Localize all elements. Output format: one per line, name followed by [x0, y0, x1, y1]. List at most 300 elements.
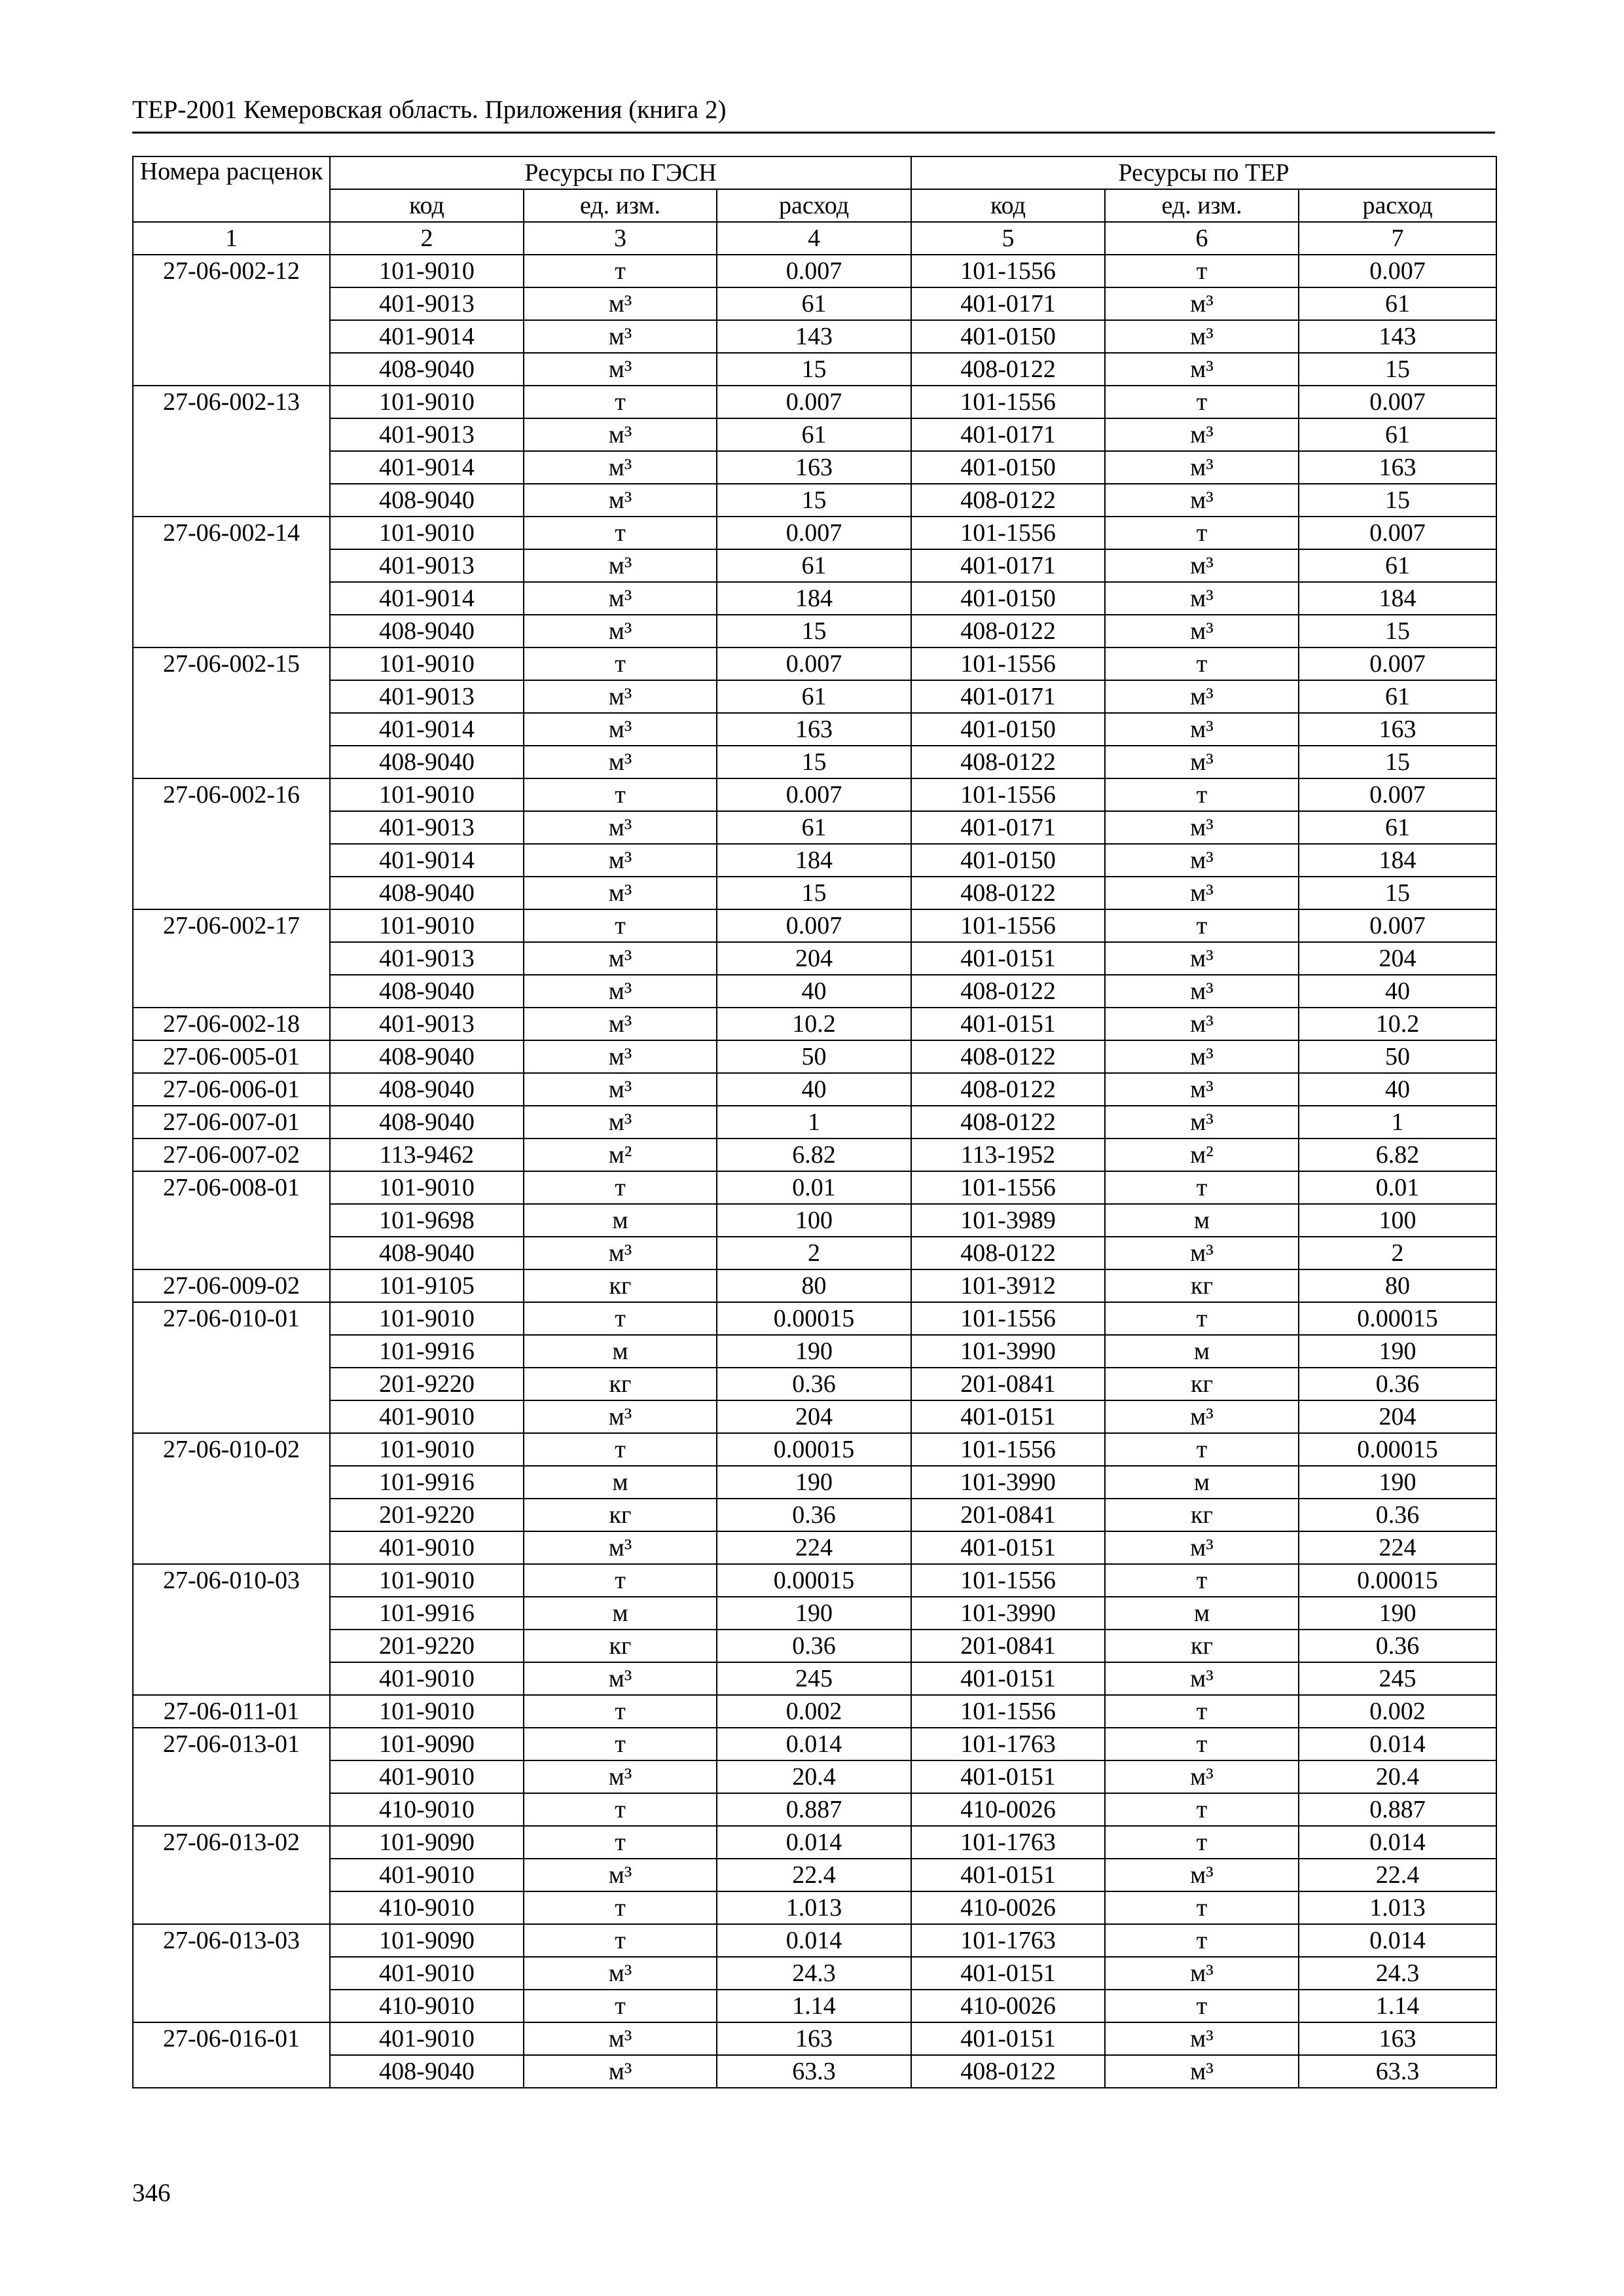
table-row — [133, 909, 1496, 942]
ter-code-cell: 113-1952 — [911, 1139, 1105, 1171]
ter-unit-cell: м³ — [1105, 942, 1299, 975]
gesn-consumption-cell: 63.3 — [717, 2055, 911, 2088]
gesn-unit-cell: т — [524, 1433, 717, 1466]
table-row — [133, 320, 1496, 353]
gesn-consumption-cell: 15 — [717, 615, 911, 647]
ter-consumption-cell: 24.3 — [1299, 1957, 1496, 1990]
ter-unit-cell: м³ — [1105, 1859, 1299, 1891]
norm-number-cell — [133, 1662, 330, 1695]
ter-consumption-cell: 61 — [1299, 680, 1496, 713]
ter-consumption-cell: 190 — [1299, 1466, 1496, 1499]
gesn-consumption-cell: 15 — [717, 353, 911, 386]
ter-unit-cell: т — [1105, 647, 1299, 680]
ter-unit-cell: т — [1105, 1433, 1299, 1466]
ter-consumption-cell: 143 — [1299, 320, 1496, 353]
gesn-unit-cell: м³ — [524, 2022, 717, 2055]
norm-number-cell — [133, 418, 330, 451]
gesn-code-cell: 101-9010 — [330, 1564, 524, 1597]
ter-code-cell: 401-0171 — [911, 549, 1105, 582]
table-row — [133, 2022, 1496, 2055]
gesn-consumption-cell: 0.36 — [717, 1368, 911, 1400]
gesn-code-cell: 201-9220 — [330, 1499, 524, 1531]
norm-number-cell: 27-06-010-01 — [133, 1302, 330, 1335]
gesn-code-cell: 101-9090 — [330, 1826, 524, 1859]
gesn-consumption-cell: 24.3 — [717, 1957, 911, 1990]
ter-unit-cell: м³ — [1105, 680, 1299, 713]
norm-number-cell — [133, 451, 330, 484]
ter-unit-cell: м³ — [1105, 1400, 1299, 1433]
gesn-unit-header: ед. изм. — [524, 189, 717, 222]
gesn-unit-cell: т — [524, 517, 717, 549]
resources-table — [132, 156, 1497, 2088]
norm-number-cell — [133, 1499, 330, 1531]
ter-consumption-cell: 15 — [1299, 353, 1496, 386]
norm-number-cell: 27-06-002-12 — [133, 255, 330, 287]
ter-unit-cell: м³ — [1105, 1008, 1299, 1040]
ter-code-cell: 401-0151 — [911, 1957, 1105, 1990]
ter-consumption-cell: 204 — [1299, 942, 1496, 975]
ter-consumption-cell: 0.36 — [1299, 1630, 1496, 1662]
gesn-code-cell: 101-9010 — [330, 1302, 524, 1335]
gesn-code-cell: 401-9010 — [330, 1662, 524, 1695]
ter-consumption-cell: 0.007 — [1299, 647, 1496, 680]
norm-number-cell — [133, 1990, 330, 2022]
ter-unit-cell: т — [1105, 517, 1299, 549]
ter-unit-cell: т — [1105, 778, 1299, 811]
gesn-code-cell: 101-9010 — [330, 517, 524, 549]
ter-consumption-cell: 10.2 — [1299, 1008, 1496, 1040]
gesn-consumption-cell: 40 — [717, 975, 911, 1008]
gesn-unit-cell: м³ — [524, 1957, 717, 1990]
gesn-consumption-cell: 10.2 — [717, 1008, 911, 1040]
ter-consumption-cell: 0.007 — [1299, 386, 1496, 418]
table-row — [133, 582, 1496, 615]
gesn-unit-cell: м³ — [524, 451, 717, 484]
ter-consumption-cell: 0.007 — [1299, 255, 1496, 287]
ter-consumption-cell: 2 — [1299, 1237, 1496, 1269]
gesn-code-cell: 101-9010 — [330, 778, 524, 811]
ter-unit-cell: т — [1105, 386, 1299, 418]
gesn-consumption-cell: 190 — [717, 1335, 911, 1368]
gesn-code-cell: 101-9916 — [330, 1466, 524, 1499]
col-number: 7 — [1299, 222, 1496, 255]
gesn-code-cell: 410-9010 — [330, 1891, 524, 1924]
gesn-consumption-cell: 1.013 — [717, 1891, 911, 1924]
gesn-unit-cell: м³ — [524, 811, 717, 844]
gesn-unit-cell: т — [524, 1302, 717, 1335]
ter-code-cell: 101-1556 — [911, 647, 1105, 680]
col-norm-numbers-header — [133, 156, 330, 222]
ter-code-cell: 201-0841 — [911, 1630, 1105, 1662]
gesn-unit-cell: т — [524, 1990, 717, 2022]
table-row — [133, 1859, 1496, 1891]
norm-number-cell — [133, 1204, 330, 1237]
ter-code-cell: 408-0122 — [911, 1040, 1105, 1073]
norm-number-cell: 27-06-010-02 — [133, 1433, 330, 1466]
norm-number-cell: 27-06-005-01 — [133, 1040, 330, 1073]
ter-consumption-cell: 22.4 — [1299, 1859, 1496, 1891]
gesn-unit-cell: м³ — [524, 1400, 717, 1433]
norm-number-cell: 27-06-007-01 — [133, 1106, 330, 1139]
ter-consumption-cell: 0.007 — [1299, 909, 1496, 942]
gesn-unit-cell: м³ — [524, 615, 717, 647]
ter-code-cell: 101-1763 — [911, 1728, 1105, 1760]
ter-code-cell: 401-0151 — [911, 1859, 1105, 1891]
gesn-consumption-cell: 184 — [717, 582, 911, 615]
ter-unit-cell: т — [1105, 1891, 1299, 1924]
table-row — [133, 418, 1496, 451]
ter-code-cell: 408-0122 — [911, 353, 1105, 386]
ter-code-cell: 401-0151 — [911, 2022, 1105, 2055]
ter-consumption-cell: 63.3 — [1299, 2055, 1496, 2088]
ter-code-cell: 101-1556 — [911, 909, 1105, 942]
ter-unit-cell: м — [1105, 1466, 1299, 1499]
gesn-consumption-cell: 0.00015 — [717, 1564, 911, 1597]
ter-consumption-cell: 204 — [1299, 1400, 1496, 1433]
gesn-unit-cell: м³ — [524, 1859, 717, 1891]
table-row — [133, 1531, 1496, 1564]
gesn-code-cell: 408-9040 — [330, 1106, 524, 1139]
ter-unit-cell: м³ — [1105, 353, 1299, 386]
gesn-code-cell: 401-9014 — [330, 713, 524, 746]
table-row — [133, 1564, 1496, 1597]
table-row — [133, 1368, 1496, 1400]
gesn-consumption-cell: 0.00015 — [717, 1433, 911, 1466]
gesn-consumption-cell: 204 — [717, 942, 911, 975]
gesn-consumption-cell: 190 — [717, 1597, 911, 1630]
ter-consumption-cell: 163 — [1299, 2022, 1496, 2055]
table-row — [133, 2055, 1496, 2088]
gesn-unit-cell: т — [524, 1891, 717, 1924]
gesn-code-cell: 101-9090 — [330, 1728, 524, 1760]
gesn-code-cell: 401-9013 — [330, 1008, 524, 1040]
ter-unit-cell: м³ — [1105, 1106, 1299, 1139]
norm-number-cell — [133, 615, 330, 647]
ter-unit-cell: м — [1105, 1597, 1299, 1630]
norm-number-cell: 27-06-010-03 — [133, 1564, 330, 1597]
ter-unit-cell: т — [1105, 909, 1299, 942]
ter-code-cell: 408-0122 — [911, 615, 1105, 647]
gesn-unit-cell: м³ — [524, 2055, 717, 2088]
gesn-consumption-cell: 0.007 — [717, 386, 911, 418]
norm-number-cell — [133, 877, 330, 909]
table-row — [133, 1597, 1496, 1630]
gesn-code-cell: 401-9014 — [330, 582, 524, 615]
norm-number-cell: 27-06-013-03 — [133, 1924, 330, 1957]
table-row — [133, 287, 1496, 320]
gesn-unit-cell: м³ — [524, 320, 717, 353]
ter-consumption-cell: 40 — [1299, 1073, 1496, 1106]
gesn-consumption-cell: 6.82 — [717, 1139, 911, 1171]
ter-unit-cell: т — [1105, 1793, 1299, 1826]
ter-code-cell: 401-0150 — [911, 713, 1105, 746]
table-row — [133, 1760, 1496, 1793]
norm-number-cell — [133, 1630, 330, 1662]
norm-number-cell: 27-06-002-18 — [133, 1008, 330, 1040]
norm-number-cell: 27-06-011-01 — [133, 1695, 330, 1728]
ter-consumption-cell: 0.014 — [1299, 1826, 1496, 1859]
norm-number-cell — [133, 746, 330, 778]
gesn-unit-cell: т — [524, 909, 717, 942]
col-number: 4 — [717, 222, 911, 255]
gesn-code-cell: 408-9040 — [330, 2055, 524, 2088]
ter-code-cell: 401-0150 — [911, 320, 1105, 353]
table-row — [133, 1957, 1496, 1990]
ter-code-cell: 408-0122 — [911, 746, 1105, 778]
gesn-unit-cell: т — [524, 1171, 717, 1204]
gesn-code-header: код — [330, 189, 524, 222]
table-row — [133, 1204, 1496, 1237]
norm-number-cell: 27-06-002-14 — [133, 517, 330, 549]
ter-unit-cell: т — [1105, 1990, 1299, 2022]
table-row — [133, 1269, 1496, 1302]
gesn-group-header: Ресурсы по ГЭСН — [330, 156, 911, 189]
gesn-unit-cell: т — [524, 1826, 717, 1859]
table-row — [133, 1400, 1496, 1433]
gesn-unit-cell: кг — [524, 1269, 717, 1302]
table-row — [133, 255, 1496, 287]
ter-consumption-cell: 15 — [1299, 484, 1496, 517]
norm-number-cell — [133, 549, 330, 582]
gesn-code-cell: 401-9013 — [330, 418, 524, 451]
ter-code-cell: 408-0122 — [911, 877, 1105, 909]
table-row — [133, 942, 1496, 975]
ter-unit-cell: м³ — [1105, 811, 1299, 844]
table-row — [133, 1499, 1496, 1531]
ter-code-cell: 201-0841 — [911, 1499, 1105, 1531]
ter-consumption-cell: 0.007 — [1299, 517, 1496, 549]
ter-unit-cell: м³ — [1105, 1237, 1299, 1269]
ter-code-cell: 101-1556 — [911, 1302, 1105, 1335]
gesn-code-cell: 401-9013 — [330, 549, 524, 582]
gesn-unit-cell: м — [524, 1466, 717, 1499]
ter-consumption-cell: 61 — [1299, 418, 1496, 451]
gesn-unit-cell: м³ — [524, 942, 717, 975]
ter-consumption-cell: 163 — [1299, 713, 1496, 746]
gesn-code-cell: 101-9010 — [330, 386, 524, 418]
table-row — [133, 680, 1496, 713]
ter-unit-cell: т — [1105, 1728, 1299, 1760]
norm-number-cell — [133, 1793, 330, 1826]
table-row — [133, 1008, 1496, 1040]
ter-unit-header: ед. изм. — [1105, 189, 1299, 222]
gesn-consumption-cell: 0.887 — [717, 1793, 911, 1826]
gesn-unit-cell: м³ — [524, 680, 717, 713]
gesn-code-cell: 201-9220 — [330, 1368, 524, 1400]
gesn-consumption-cell: 15 — [717, 484, 911, 517]
gesn-consumption-cell: 0.36 — [717, 1630, 911, 1662]
ter-unit-cell: м³ — [1105, 484, 1299, 517]
gesn-unit-cell: т — [524, 1793, 717, 1826]
gesn-code-cell: 410-9010 — [330, 1990, 524, 2022]
gesn-consumption-cell: 1 — [717, 1106, 911, 1139]
gesn-code-cell: 113-9462 — [330, 1139, 524, 1171]
gesn-unit-cell: м³ — [524, 1008, 717, 1040]
ter-consumption-cell: 15 — [1299, 615, 1496, 647]
gesn-consumption-cell: 0.002 — [717, 1695, 911, 1728]
ter-code-cell: 401-0151 — [911, 1760, 1105, 1793]
gesn-consumption-cell: 100 — [717, 1204, 911, 1237]
col-number: 1 — [133, 222, 330, 255]
ter-consumption-cell: 184 — [1299, 844, 1496, 877]
gesn-consumption-cell: 0.007 — [717, 517, 911, 549]
gesn-unit-cell: м³ — [524, 713, 717, 746]
ter-unit-cell: м³ — [1105, 1531, 1299, 1564]
norm-number-cell — [133, 844, 330, 877]
ter-code-cell: 101-1556 — [911, 1564, 1105, 1597]
table-row — [133, 877, 1496, 909]
ter-unit-cell: м³ — [1105, 2055, 1299, 2088]
ter-consumption-cell: 0.002 — [1299, 1695, 1496, 1728]
gesn-unit-cell: т — [524, 1728, 717, 1760]
gesn-consumption-cell: 204 — [717, 1400, 911, 1433]
gesn-code-cell: 408-9040 — [330, 1073, 524, 1106]
ter-group-header: Ресурсы по ТЕР — [911, 156, 1496, 189]
ter-consumption-cell: 0.007 — [1299, 778, 1496, 811]
ter-code-cell: 401-0150 — [911, 844, 1105, 877]
norm-number-cell: 27-06-016-01 — [133, 2022, 330, 2055]
gesn-consumption-cell: 0.014 — [717, 1728, 911, 1760]
ter-unit-cell: м³ — [1105, 1073, 1299, 1106]
ter-unit-cell: т — [1105, 1826, 1299, 1859]
ter-unit-cell: м³ — [1105, 713, 1299, 746]
gesn-code-cell: 101-9010 — [330, 255, 524, 287]
table-row — [133, 1793, 1496, 1826]
gesn-code-cell: 401-9013 — [330, 942, 524, 975]
ter-code-cell: 401-0151 — [911, 1531, 1105, 1564]
gesn-code-cell: 408-9040 — [330, 353, 524, 386]
table-row — [133, 1335, 1496, 1368]
gesn-consumption-cell: 2 — [717, 1237, 911, 1269]
gesn-consumption-cell: 0.01 — [717, 1171, 911, 1204]
ter-code-cell: 101-1556 — [911, 517, 1105, 549]
ter-consumption-cell: 245 — [1299, 1662, 1496, 1695]
ter-code-cell: 408-0122 — [911, 2055, 1105, 2088]
gesn-unit-cell: т — [524, 1924, 717, 1957]
gesn-consumption-cell: 61 — [717, 287, 911, 320]
gesn-unit-cell: м³ — [524, 975, 717, 1008]
gesn-unit-cell: м³ — [524, 1760, 717, 1793]
ter-unit-cell: кг — [1105, 1630, 1299, 1662]
ter-consumption-cell: 0.887 — [1299, 1793, 1496, 1826]
ter-consumption-cell: 163 — [1299, 451, 1496, 484]
gesn-unit-cell: кг — [524, 1630, 717, 1662]
gesn-code-cell: 408-9040 — [330, 484, 524, 517]
gesn-unit-cell: м³ — [524, 1662, 717, 1695]
norm-number-cell: 27-06-008-01 — [133, 1171, 330, 1204]
ter-consumption-cell: 15 — [1299, 746, 1496, 778]
table-row — [133, 517, 1496, 549]
table-row — [133, 1433, 1496, 1466]
ter-consumption-cell: 61 — [1299, 287, 1496, 320]
gesn-consumption-cell: 163 — [717, 2022, 911, 2055]
table-row — [133, 1237, 1496, 1269]
gesn-consumption-cell: 143 — [717, 320, 911, 353]
ter-unit-cell: м³ — [1105, 287, 1299, 320]
ter-code-cell: 408-0122 — [911, 1237, 1105, 1269]
gesn-consumption-cell: 61 — [717, 418, 911, 451]
gesn-unit-cell: м — [524, 1204, 717, 1237]
ter-code-cell: 410-0026 — [911, 1891, 1105, 1924]
gesn-code-cell: 408-9040 — [330, 877, 524, 909]
norm-number-cell — [133, 942, 330, 975]
gesn-consumption-cell: 224 — [717, 1531, 911, 1564]
ter-code-cell: 401-0171 — [911, 418, 1105, 451]
table-row — [133, 1728, 1496, 1760]
ter-consumption-cell: 100 — [1299, 1204, 1496, 1237]
table-row — [133, 811, 1496, 844]
norm-number-cell: 27-06-002-13 — [133, 386, 330, 418]
ter-consumption-cell: 0.00015 — [1299, 1302, 1496, 1335]
ter-consumption-cell: 61 — [1299, 549, 1496, 582]
gesn-code-cell: 101-9916 — [330, 1597, 524, 1630]
gesn-code-cell: 401-9010 — [330, 1859, 524, 1891]
ter-unit-cell: м³ — [1105, 320, 1299, 353]
table-row — [133, 844, 1496, 877]
ter-consumption-cell: 0.36 — [1299, 1368, 1496, 1400]
ter-code-cell: 408-0122 — [911, 1073, 1105, 1106]
ter-code-cell: 408-0122 — [911, 484, 1105, 517]
gesn-code-cell: 408-9040 — [330, 1040, 524, 1073]
ter-unit-cell: т — [1105, 1564, 1299, 1597]
table-row — [133, 1040, 1496, 1073]
table-row — [133, 386, 1496, 418]
ter-unit-cell: т — [1105, 1171, 1299, 1204]
gesn-unit-cell: т — [524, 386, 717, 418]
ter-consumption-cell: 6.82 — [1299, 1139, 1496, 1171]
gesn-unit-cell: т — [524, 1695, 717, 1728]
page-header-title: ТЕР-2001 Кемеровская область. Приложения (книга 2) — [132, 96, 727, 124]
ter-unit-cell: м — [1105, 1335, 1299, 1368]
ter-consumption-cell: 61 — [1299, 811, 1496, 844]
gesn-code-cell: 101-9010 — [330, 909, 524, 942]
norm-number-cell — [133, 713, 330, 746]
gesn-consumption-cell: 61 — [717, 811, 911, 844]
ter-unit-cell: м — [1105, 1204, 1299, 1237]
gesn-consumption-cell: 22.4 — [717, 1859, 911, 1891]
norm-number-cell: 27-06-002-15 — [133, 647, 330, 680]
gesn-consumption-header: расход — [717, 189, 911, 222]
ter-consumption-cell: 40 — [1299, 975, 1496, 1008]
table-row — [133, 1139, 1496, 1171]
ter-consumption-cell: 50 — [1299, 1040, 1496, 1073]
norm-number-cell — [133, 1400, 330, 1433]
norm-number-cell — [133, 1859, 330, 1891]
ter-code-cell: 101-1763 — [911, 1924, 1105, 1957]
ter-unit-cell: т — [1105, 1695, 1299, 1728]
ter-unit-cell: м³ — [1105, 1957, 1299, 1990]
gesn-unit-cell: м — [524, 1597, 717, 1630]
gesn-consumption-cell: 0.007 — [717, 909, 911, 942]
gesn-consumption-cell: 163 — [717, 451, 911, 484]
ter-consumption-cell: 190 — [1299, 1597, 1496, 1630]
ter-code-cell: 101-1556 — [911, 778, 1105, 811]
ter-code-cell: 101-1556 — [911, 1695, 1105, 1728]
col-number: 3 — [524, 222, 717, 255]
ter-consumption-cell: 224 — [1299, 1531, 1496, 1564]
norm-number-cell — [133, 811, 330, 844]
gesn-unit-cell: м³ — [524, 549, 717, 582]
ter-consumption-cell: 80 — [1299, 1269, 1496, 1302]
table-row — [133, 1073, 1496, 1106]
norm-number-cell — [133, 1957, 330, 1990]
gesn-code-cell: 408-9040 — [330, 1237, 524, 1269]
table-row — [133, 1466, 1496, 1499]
norm-number-cell — [133, 1760, 330, 1793]
gesn-code-cell: 401-9010 — [330, 1400, 524, 1433]
gesn-unit-cell: т — [524, 255, 717, 287]
gesn-code-cell: 401-9014 — [330, 844, 524, 877]
